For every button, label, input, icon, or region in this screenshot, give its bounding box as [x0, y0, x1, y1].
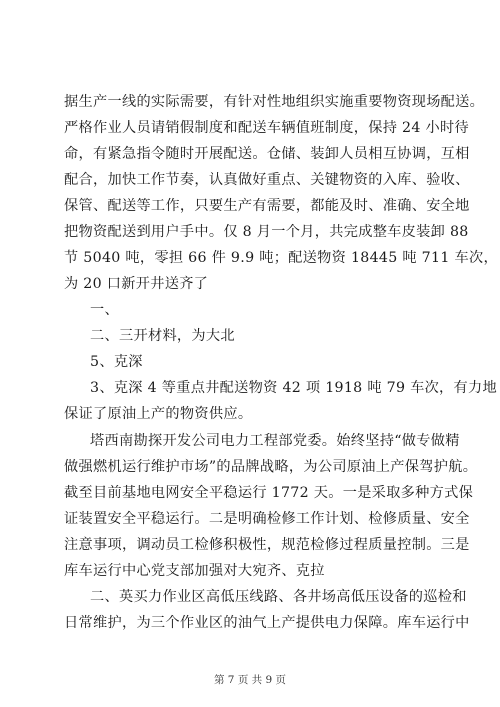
text-line-9: 一、 — [90, 302, 119, 318]
text-line-5: 保管、配送等工作，只要生产有需要，都能及时、准确、安全地 — [64, 198, 470, 214]
text-line-2: 严格作业人员请销假制度和配送车辆值班制度，保持 24 小时待 — [64, 120, 469, 136]
text-line-15: 做强燃机运行维护市场”的品牌战略，为公司原油上产保驾护航。 — [64, 459, 478, 475]
text-line-1: 据生产一线的实际需要，有针对性地组织实施重要物资现场配送。 — [64, 94, 485, 110]
text-line-10: 二、三开材料，为大北 — [90, 328, 235, 344]
text-line-13: 保证了原油上产的物资供应。 — [64, 406, 253, 422]
text-line-18: 注意事项，调动员工检修积极性，规范检修过程质量控制。三是 — [64, 537, 470, 553]
text-line-17: 证装置安全平稳运行。二是明确检修工作计划、检修质量、安全 — [64, 511, 470, 527]
text-line-16: 截至目前基地电网安全平稳运行 1772 天。一是采取多种方式保 — [64, 485, 474, 501]
text-line-6: 把物资配送到用户手中。仅 8 月一个月，共完成整车皮装卸 88 — [64, 224, 469, 240]
text-line-14: 塔西南勘探开发公司电力工程部党委。始终坚持“做专做精 — [90, 433, 460, 449]
text-line-3: 命，有紧急指令随时开展配送。仓储、装卸人员相互协调，互相 — [64, 146, 470, 162]
text-line-11: 5、克深 — [90, 354, 143, 370]
text-line-8: 为 20 口新开井送齐了 — [64, 276, 209, 292]
text-line-12: 3、克深 4 等重点井配送物资 42 项 1918 吨 79 车次，有力地 — [90, 380, 498, 396]
text-line-4: 配合，加快工作节奏，认真做好重点、关键物资的入库、验收、 — [64, 172, 470, 188]
text-line-20: 二、英买力作业区高低压线路、各井场高低压设备的巡检和 — [90, 589, 467, 605]
text-line-21: 日常维护，为三个作业区的油气上产提供电力保障。库车运行中 — [64, 615, 470, 631]
page-footer: 第 7 页 共 9 页 — [213, 674, 287, 686]
text-line-7: 节 5040 吨，零担 66 件 9.9 吨；配送物资 18445 吨 711 车次， — [64, 250, 498, 266]
text-line-19: 库车运行中心党支部加强对大宛齐、克拉 — [64, 563, 325, 579]
